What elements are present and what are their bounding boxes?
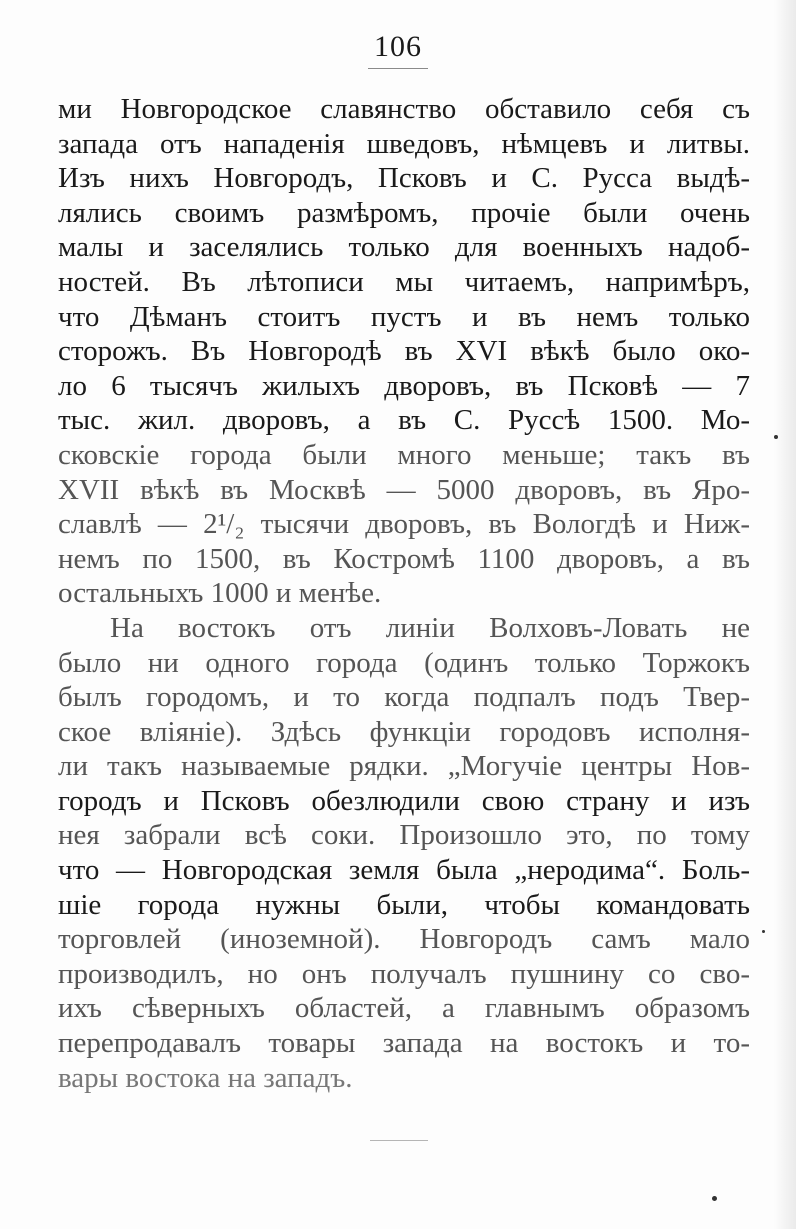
text-line: лялись своимъ размѣромъ, прочіе были очень	[58, 196, 750, 229]
text-line: тыс. жил. дворовъ, а въ С. Руссѣ 1500. Мо-	[58, 404, 750, 437]
text-line: было ни одного города (одинъ только Торжокъ	[58, 646, 750, 679]
text-line: ностей. Въ лѣтописи мы читаемъ, напримѣръ,	[58, 265, 750, 298]
text-line: Изъ нихъ Новгородъ, Псковъ и С. Русса выдѣ-	[58, 162, 750, 195]
paragraph-2	[58, 611, 750, 1095]
text-line: былъ городомъ, и то когда подпалъ подъ Твер-	[58, 681, 750, 714]
text-line: малы и заселялись только для военныхъ надоб-	[58, 231, 750, 264]
body-text	[58, 92, 750, 1095]
page-number: 106	[374, 30, 422, 63]
text-line: ихъ сѣверныхъ областей, а главнымъ образомъ	[58, 992, 750, 1025]
text-line: ли такъ называемые рядки. „Могучіе центры Нов-	[58, 750, 750, 783]
print-speck	[712, 1196, 717, 1201]
text-line: нея забрали всѣ соки. Произошло это, по тому	[58, 819, 750, 852]
text-line: XVII вѣкѣ въ Москвѣ — 5000 дворовъ, въ Яро-	[58, 473, 750, 506]
text-line: запада отъ нападенія шведовъ, нѣмцевъ и литвы.	[58, 127, 750, 160]
text-line: ми Новгородское славянство обставило себя съ	[58, 93, 750, 125]
text-line: торговлей (иноземной). Новгородъ самъ мало	[58, 923, 750, 956]
text-line: вары востока на западъ.	[58, 1061, 353, 1094]
page-edge-shadow	[774, 0, 796, 1229]
text-line: производилъ, но онъ получалъ пушнину со сво-	[58, 957, 750, 990]
footer-rule	[370, 1140, 428, 1141]
text-line: славлѣ — 2¹/₂ тысячи дворовъ, въ Вологдѣ и Ниж-	[58, 508, 750, 541]
text-line: шіе города нужны были, чтобы командовать	[58, 888, 750, 921]
paragraph-1	[58, 92, 750, 611]
text-line: На востокъ отъ линіи Волховъ-Ловать не	[110, 611, 750, 644]
text-line: ло 6 тысячъ жилыхъ дворовъ, въ Псковѣ — 7	[58, 369, 750, 402]
text-line: остальныхъ 1000 и менѣе.	[58, 577, 382, 610]
text-line: ское вліяніе). Здѣсь функціи городовъ исполня-	[58, 715, 750, 748]
print-speck	[762, 930, 765, 933]
text-line: что Дѣманъ стоитъ пустъ и въ немъ только	[58, 300, 750, 333]
text-line: сторожъ. Въ Новгородѣ въ XVI вѣкѣ было око-	[58, 335, 750, 368]
text-line: что — Новгородская земля была „неродима“. Боль-	[58, 854, 750, 887]
print-speck	[774, 435, 778, 439]
text-line: немъ по 1500, въ Костромѣ 1100 дворовъ, а въ	[58, 542, 750, 575]
header-rule	[368, 68, 428, 69]
text-line: перепродавалъ товары запада на востокъ и то-	[58, 1027, 750, 1060]
text-line: сковскіе города были много меньше; такъ въ	[58, 438, 750, 471]
text-line: городъ и Псковъ обезлюдили свою страну и изъ	[58, 784, 750, 817]
